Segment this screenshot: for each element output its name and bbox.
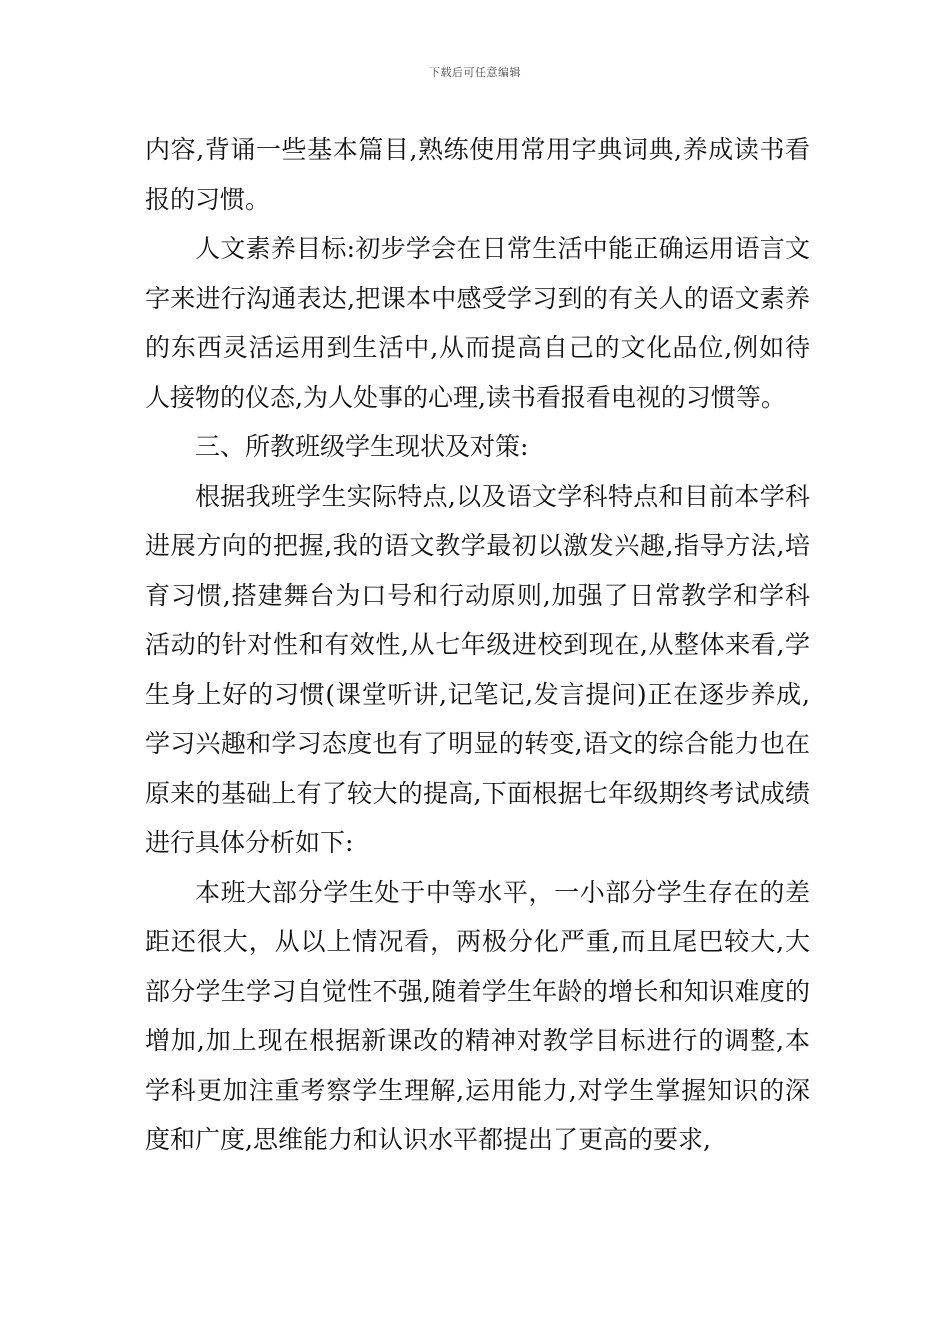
paragraph-teaching-approach: 根据我班学生实际特点,以及语文学科特点和目前本学科进展方向的把握,我的语文教学最初以激发兴趣,指导方法,培育习惯,搭建舞台为口号和行动原则,加强了日常教学和学科活动的针对性和有效性,从七年级进校到现在,从整体来看,学生身上好的习惯(课堂听讲,记笔记,发言提问)正在逐步养成,学习兴趣和学习态度也有了明显的转变,语文的综合能力也在原来的基础上有了较大的提高,下面根据七年级期终考试成绩进行具体分析如下:	[145, 481, 810, 857]
document-body	[145, 125, 810, 1165]
paragraph-humanities-goal: 人文素养目标:初步学会在日常生活中能正确运用语言文字来进行沟通表达,把课本中感受学习到的有关人的语文素养的东西灵活运用到生活中,从而提高自己的文化品位,例如待人接物的仪态,为人处事的心理,读书看报看电视的习惯等。	[145, 234, 810, 412]
section-heading-student-status: 三、所教班级学生现状及对策:	[195, 432, 529, 461]
paragraph-continuation: 内容,背诵一些基本篇目,熟练使用常用字典词典,养成读书看报的习惯。	[145, 135, 810, 214]
paragraph-class-analysis: 本班大部分学生处于中等水平，一小部分学生存在的差距还很大，从以上情况看，两极分化严重,而且尾巴较大,大部分学生学习自觉性不强,随着学生年龄的增长和知识难度的增加,加上现在根据新课改的精神对教学目标进行的调整,本学科更加注重考察学生理解,运用能力,对学生掌握知识的深度和广度,思维能力和认识水平都提出了更高的要求,	[145, 877, 810, 1154]
page-header: 下载后可任意编辑	[429, 66, 521, 79]
